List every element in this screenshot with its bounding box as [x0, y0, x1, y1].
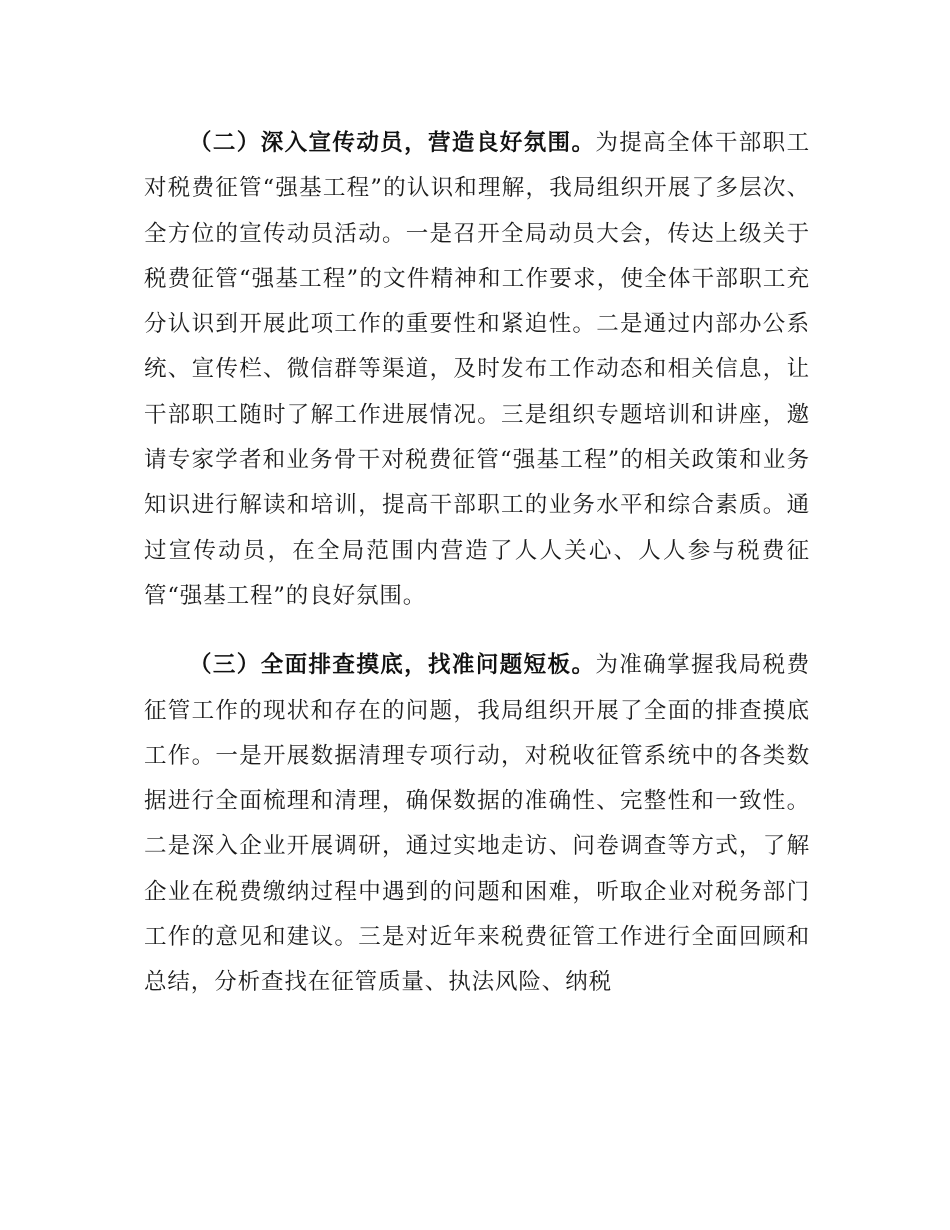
paragraph-heading: （二）深入宣传动员，营造良好氛围。 — [189, 130, 596, 156]
paragraph-text: 为提高全体干部职工对税费征管“强基工程”的认识和理解，我局组织开展了多层次、全方位的宣传动员活动。一是召开全局动员大会，传达上级关于税费征管“强基工程”的文件精神和工作要求，使全体干部职工充分认识到开展此项工作的重要性和紧迫性。二是通过内部办公系统、宣传栏、微信群等渠道，及时发布工作动态和相关信息，让干部职工随时了解工作进展情况。三是组织专题培训和讲座，邀请专家学者和业务骨干对税费征管“强基工程”的相关政策和业务知识进行解读和培训，提高干部职工的业务水平和综合素质。通过宣传动员，在全局范围内营造了人人关心、人人参与税费征管“强基工程”的良好氛围。 — [144, 130, 810, 609]
paragraph-publicity-mobilization — [144, 121, 810, 619]
paragraph-heading: （三）全面排查摸底，找准问题短板。 — [189, 652, 596, 679]
paragraph-comprehensive-investigation — [144, 643, 810, 1005]
document-body — [144, 121, 810, 1006]
paragraph-text: 为准确掌握我局税费征管工作的现状和存在的问题，我局组织开展了全面的排查摸底工作。一是开展数据清理专项行动，对税收征管系统中的各类数据进行全面梳理和清理，确保数据的准确性、完整性和一致性。二是深入企业开展调研，通过实地走访、问卷调查等方式，了解企业在税费缴纳过程中遇到的问题和困难，听取企业对税务部门工作的意见和建议。三是对近年来税费征管工作进行全面回顾和总结，分析查找在征管质量、执法风险、纳税 — [144, 652, 810, 996]
